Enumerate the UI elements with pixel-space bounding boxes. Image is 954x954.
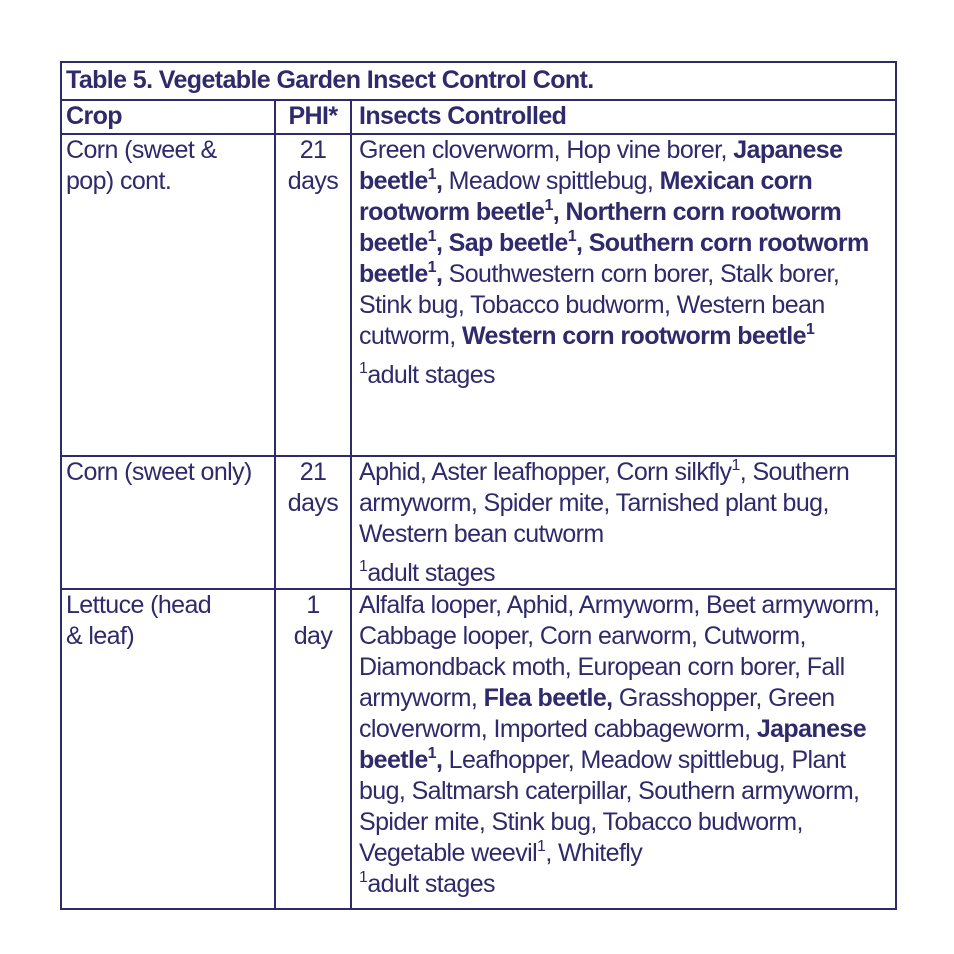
- insect-control-table: [60, 61, 897, 910]
- footnote-marker: 1: [544, 197, 553, 214]
- footnote-marker: 1: [537, 838, 546, 855]
- crop-cell: [62, 457, 276, 588]
- footnote-text: adult stages: [367, 361, 495, 389]
- insect-name-bold: ,: [435, 746, 443, 774]
- footnote-marker: 1: [731, 457, 740, 474]
- insect-name-bold: Japanese beetle: [359, 715, 866, 774]
- insect-text-segment: Southwestern corn borer, Stalk borer, Stink bug, Tobacco budworm, Western bean cutworm,: [359, 260, 840, 350]
- insect-name-bold: Japanese beetle: [359, 136, 843, 195]
- footnote-mark: 1: [359, 558, 368, 575]
- footnote-mark: 1: [359, 869, 368, 886]
- insect-text-segment: Aphid, Aster leafhopper, Corn silkfly: [359, 458, 732, 486]
- table-row: [62, 457, 895, 590]
- footnote-marker: 1: [427, 166, 436, 183]
- footnote-text: adult stages: [367, 870, 495, 898]
- insect-text-segment: , Southern armyworm, Spider mite, Tarnished plant bug, Western bean cutworm: [359, 458, 850, 548]
- footnote: [359, 869, 891, 900]
- footnote-marker: 1: [427, 228, 436, 245]
- table-row: [62, 135, 895, 457]
- crop-name-line: Corn (sweet &: [66, 136, 217, 164]
- insect-text-segment: Green cloverworm, Hop vine borer,: [359, 136, 734, 164]
- phi-cell: [276, 457, 352, 588]
- insect-text-segment: Leafhopper, Meadow spittlebug, Plant bug, Saltmarsh caterpillar, Southern armyworm, Spider mite, Stink bug, Tobacco budworm, Vegetable weevil: [359, 746, 860, 867]
- crop-name-line: Corn (sweet only): [66, 458, 252, 486]
- insect-text-segment: Meadow spittlebug,: [442, 167, 660, 195]
- footnote-text: adult stages: [367, 559, 495, 587]
- footnote-marker: 1: [567, 228, 577, 245]
- insect-text-segment: Grasshopper, Green cloverworm, Imported cabbageworm,: [359, 684, 835, 743]
- insect-name-bold: ,: [435, 260, 443, 288]
- insect-name-bold: Western corn rootworm beetle: [461, 322, 806, 350]
- phi-unit: days: [287, 167, 339, 195]
- phi-unit: day: [293, 622, 333, 650]
- insect-name-bold: , Southern corn rootworm beetle: [359, 229, 869, 288]
- insects-cell: [352, 590, 895, 908]
- insects-text: [359, 590, 891, 869]
- crop-name-line: Lettuce (head: [66, 591, 212, 619]
- table-row: [62, 590, 895, 908]
- phi-value: 21: [299, 136, 327, 164]
- header-crop: Crop: [62, 101, 276, 133]
- insect-name-bold: , Sap beetle: [435, 229, 568, 257]
- insects-text: [359, 135, 891, 352]
- phi-value: 1: [306, 591, 320, 619]
- insect-name-bold: , Northern corn rootworm beetle: [359, 198, 842, 257]
- crop-cell: [62, 590, 276, 908]
- phi-cell: [276, 135, 352, 455]
- crop-name-line: pop) cont.: [66, 167, 172, 195]
- footnote-mark: 1: [359, 360, 368, 377]
- insect-text-segment: Alfalfa looper, Aphid, Armyworm, Beet armyworm, Cabbage looper, Corn earworm, Cutworm, Diamondback moth, European corn borer, Fall armyworm,: [359, 591, 880, 712]
- header-row: [62, 101, 895, 135]
- phi-cell: [276, 590, 352, 908]
- insects-text: [359, 457, 891, 550]
- header-insects: Insects Controlled: [359, 102, 567, 130]
- footnote-marker: 1: [427, 745, 436, 762]
- crop-cell: [62, 135, 276, 455]
- crop-name-line: & leaf): [66, 622, 135, 650]
- insect-name-bold: Flea beetle,: [483, 684, 613, 712]
- insect-text-segment: , Whitefly: [545, 839, 643, 867]
- insects-cell: [352, 457, 895, 588]
- phi-value: 21: [299, 458, 327, 486]
- phi-unit: days: [287, 489, 339, 517]
- header-phi: PHI*: [276, 101, 352, 133]
- insect-name-bold: Mexican corn rootworm beetle: [359, 167, 813, 226]
- footnote-marker: 1: [427, 259, 436, 276]
- footnote: [359, 558, 891, 589]
- footnote-marker: 1: [805, 321, 815, 338]
- insects-cell: [352, 135, 895, 455]
- table-title: Table 5. Vegetable Garden Insect Control Cont.: [62, 63, 895, 101]
- footnote: [359, 360, 891, 391]
- insect-name-bold: ,: [435, 167, 443, 195]
